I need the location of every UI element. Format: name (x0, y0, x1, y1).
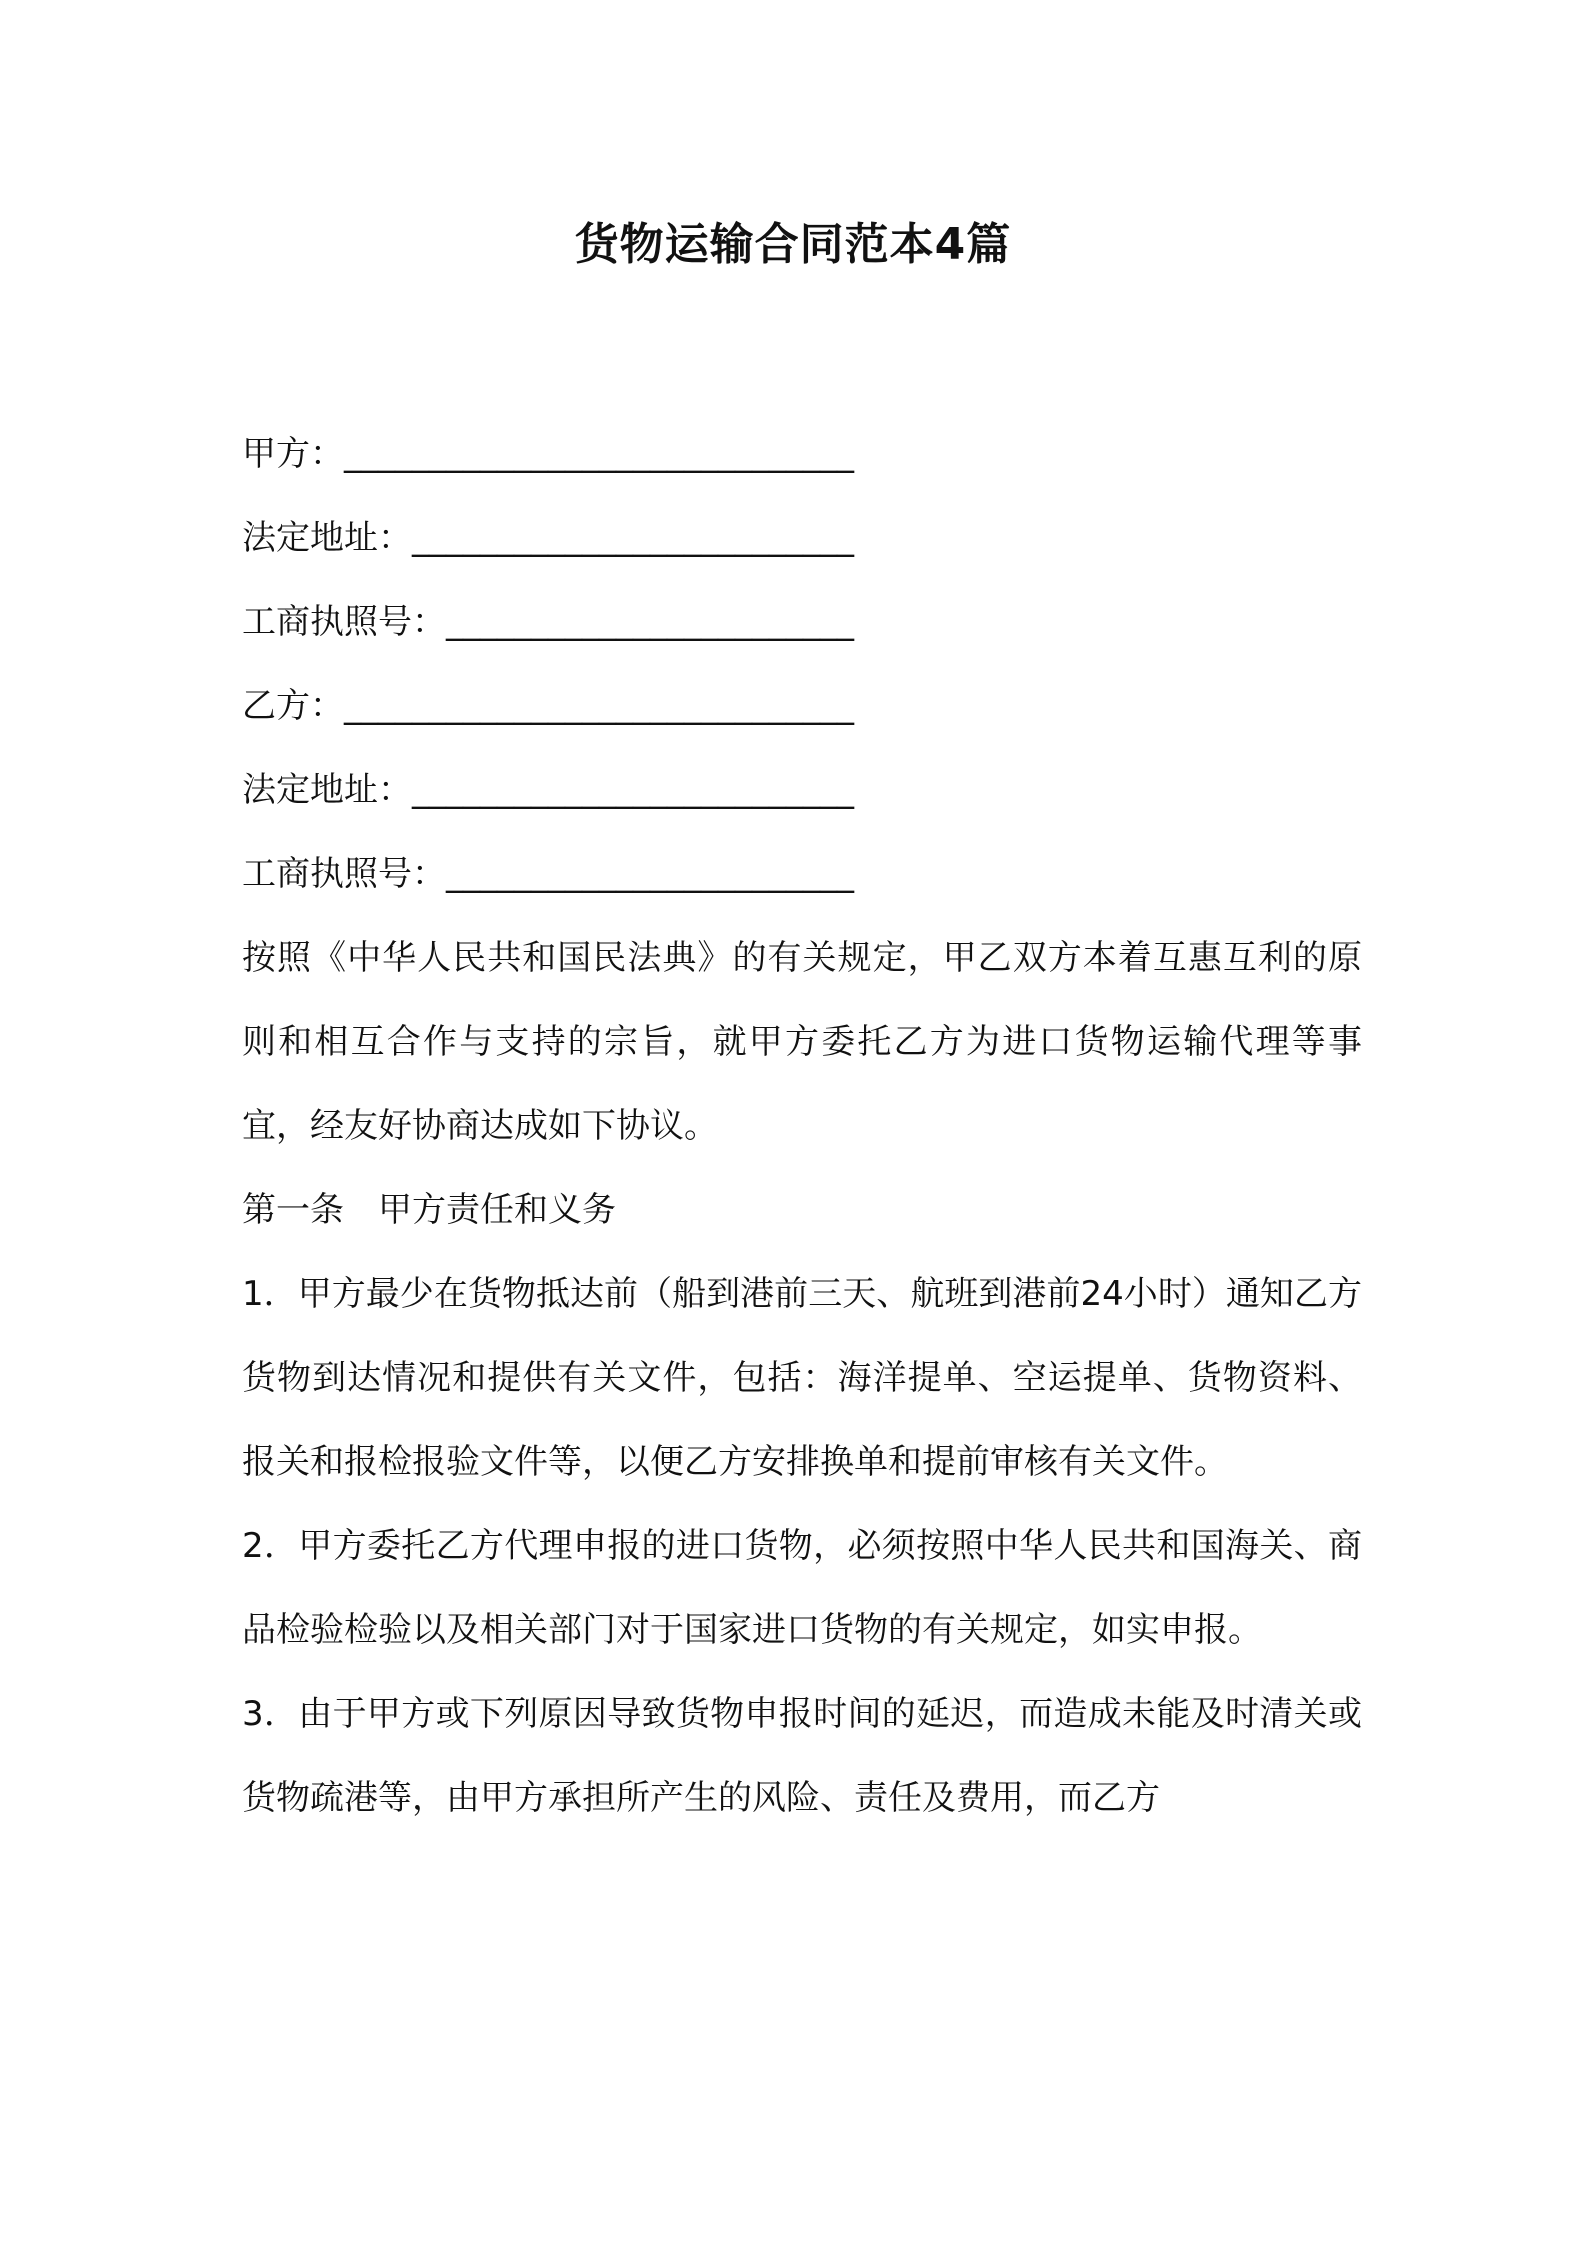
document-title: 货物运输合同范本4篇 (574, 219, 1012, 270)
party-a-license-blank: ________________________ (446, 602, 854, 642)
party-a-license-field (242, 580, 1362, 664)
clause-1-paragraph: 1．甲方最少在货物抵达前（船到港前三天、航班到港前24小时）通知乙方货物到达情况和提供有关文件，包括：海洋提单、空运提单、货物资料、报关和报检报验文件等，以便乙方安排换单和提前审核有关文件。 (242, 1274, 1362, 1482)
party-b-label: 乙方： (242, 686, 344, 726)
party-a-license-label: 工商执照号： (242, 602, 446, 642)
party-b-license-label: 工商执照号： (242, 854, 446, 894)
party-b-address-label: 法定地址： (242, 770, 412, 810)
party-a-label: 甲方： (242, 434, 344, 474)
party-a-address-field (242, 496, 1362, 580)
clause-2-paragraph: 2．甲方委托乙方代理申报的进口货物，必须按照中华人民共和国海关、商品检验检验以及相关部门对于国家进口货物的有关规定，如实申报。 (242, 1526, 1362, 1650)
party-a-address-blank: __________________________ (412, 518, 854, 558)
party-b-address-field (242, 748, 1362, 832)
party-a-address-label: 法定地址： (242, 518, 412, 558)
party-b-license-field (242, 832, 1362, 916)
party-b-field (242, 664, 1362, 748)
party-b-blank: ______________________________ (344, 686, 854, 726)
clause-3-paragraph: 3．由于甲方或下列原因导致货物申报时间的延迟，而造成未能及时清关或货物疏港等，由甲方承担所产生的风险、责任及费用，而乙方 (242, 1694, 1362, 1818)
party-b-license-blank: ________________________ (446, 854, 854, 894)
article-1-heading: 第一条 甲方责任和义务 (242, 1190, 616, 1230)
party-a-blank: ______________________________ (344, 434, 854, 474)
intro-paragraph: 按照《中华人民共和国民法典》的有关规定，甲乙双方本着互惠互利的原则和相互合作与支持的宗旨，就甲方委托乙方为进口货物运输代理等事宜，经友好协商达成如下协议。 (242, 938, 1362, 1146)
document-body (242, 412, 1362, 1840)
party-b-address-blank: __________________________ (412, 770, 854, 810)
party-a-field (242, 412, 1362, 496)
